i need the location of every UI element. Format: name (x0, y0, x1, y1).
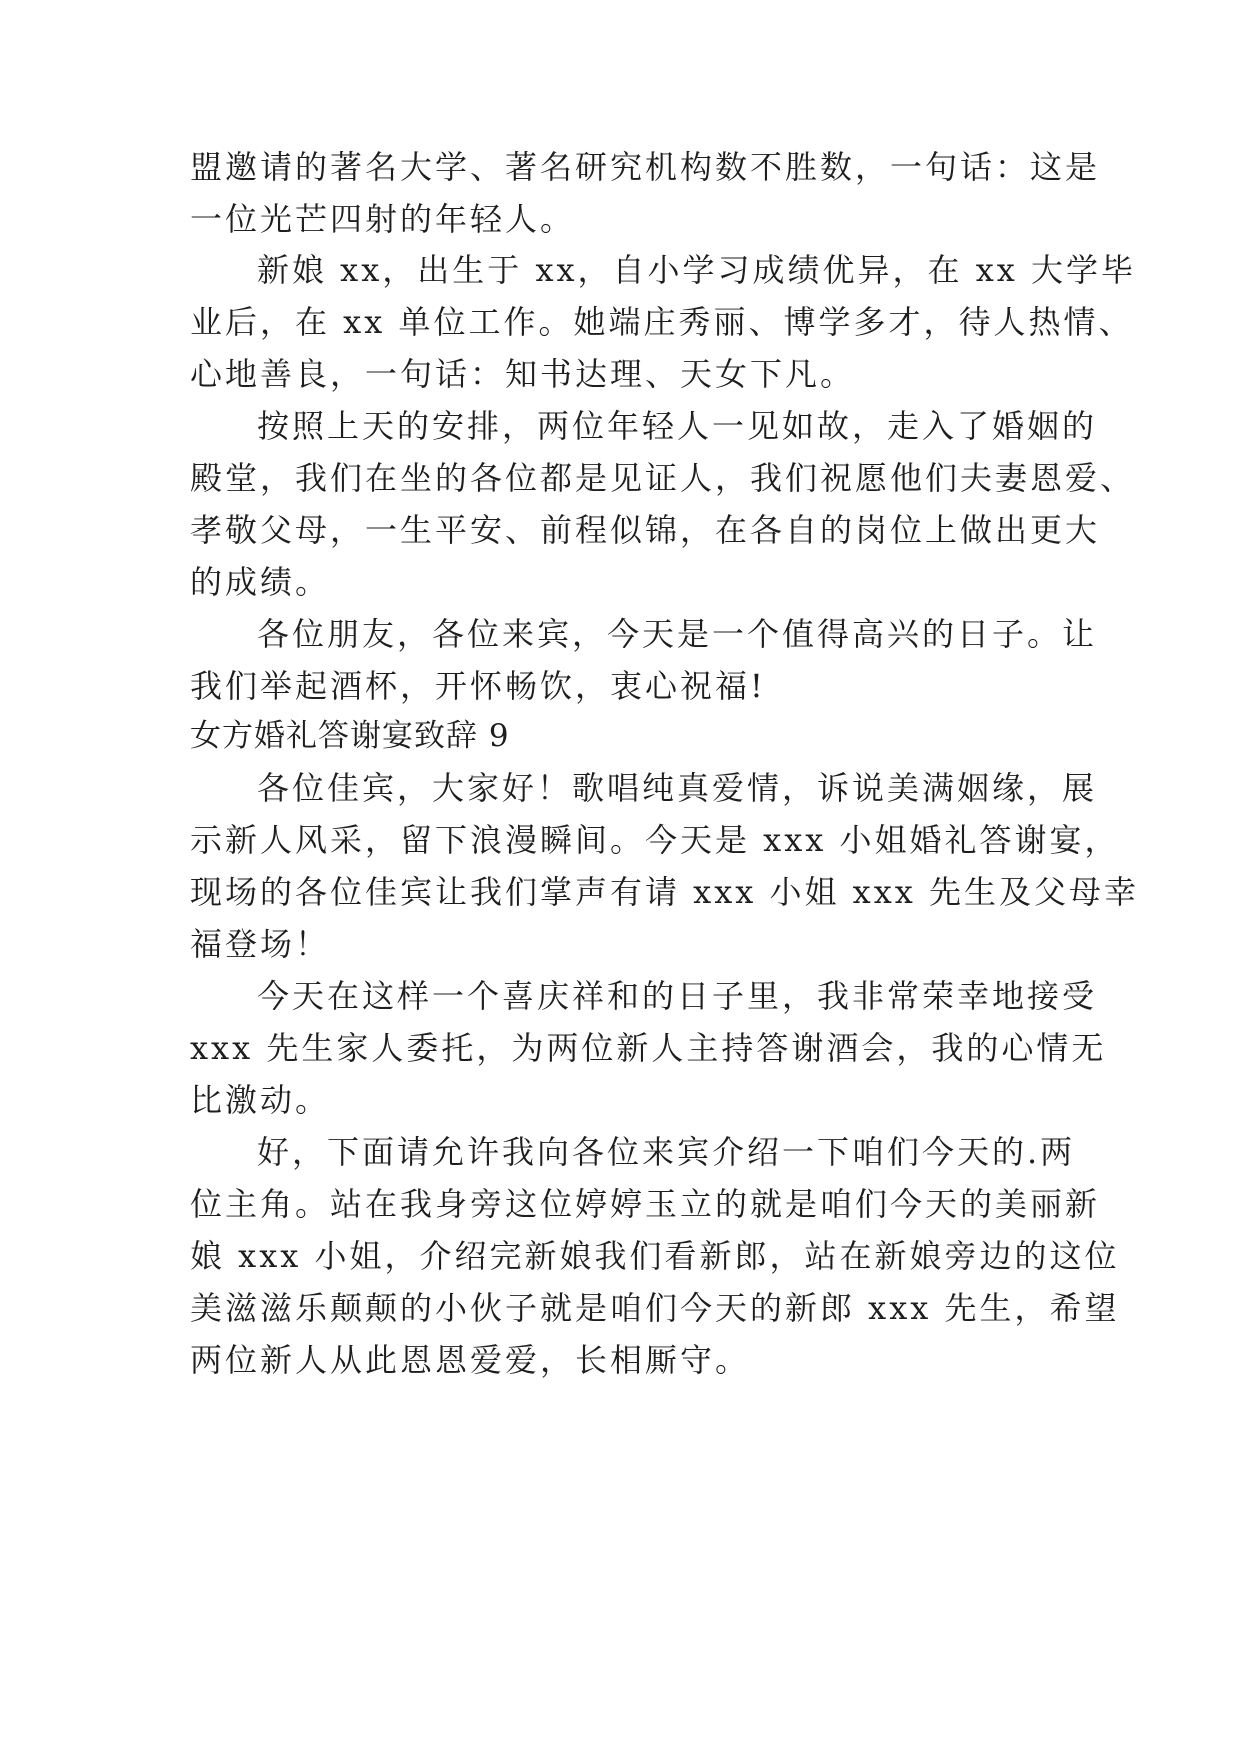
text-line: 业后，在 xx 单位工作。她端庄秀丽、博学多才，待人热情、 (190, 303, 1134, 341)
text-line: 娘 xxx 小姐，介绍完新娘我们看新郎，站在新娘旁边的这位 (190, 1237, 1120, 1275)
paragraph-first-line: 好，下面请允许我向各位来宾介绍一下咱们今天的.两 (257, 1133, 1076, 1171)
text-line: 殿堂，我们在坐的各位都是见证人，我们祝愿他们夫妻恩爱、 (190, 459, 1136, 497)
text-line: 心地善良，一句话：知书达理、天女下凡。 (190, 355, 856, 393)
text-line: 福登场！ (190, 925, 331, 963)
paragraph-first-line: 各位佳宾，大家好！歌唱纯真爱情，诉说美满姻缘，展 (257, 769, 1098, 807)
text-line: 的成绩。 (190, 563, 331, 601)
section-heading: 女方婚礼答谢宴致辞 9 (190, 718, 510, 754)
text-line: 盟邀请的著名大学、著名研究机构数不胜数，一句话：这是 (190, 148, 1101, 186)
paragraph-first-line: 各位朋友，各位来宾，今天是一个值得高兴的日子。让 (257, 615, 1098, 653)
text-line: 我们举起酒杯，开怀畅饮，衷心祝福! (190, 667, 766, 705)
text-line: 位主角。站在我身旁这位婷婷玉立的就是咱们今天的美丽新 (190, 1185, 1101, 1223)
paragraph-first-line: 按照上天的安排，两位年轻人一见如故，走入了婚姻的 (257, 407, 1098, 445)
text-line: xxx 先生家人委托，为两位新人主持答谢酒会，我的心情无 (190, 1029, 1107, 1067)
text-line: 美滋滋乐颠颠的小伙子就是咱们今天的新郎 xxx 先生，希望 (190, 1289, 1120, 1327)
text-line: 两位新人从此恩恩爱爱，长相厮守。 (190, 1341, 751, 1379)
text-line: 示新人风采，留下浪漫瞬间。今天是 xxx 小姐婚礼答谢宴， (190, 821, 1120, 859)
text-line: 一位光芒四射的年轻人。 (190, 200, 576, 238)
paragraph-first-line: 新娘 xx，出生于 xx，自小学习成绩优异，在 xx 大学毕 (257, 251, 1136, 289)
paragraph-first-line: 今天在这样一个喜庆祥和的日子里，我非常荣幸地接受 (257, 977, 1098, 1015)
text-line: 比激动。 (190, 1081, 331, 1119)
text-line: 孝敬父母，一生平安、前程似锦，在各自的岗位上做出更大 (190, 511, 1101, 549)
text-line: 现场的各位佳宾让我们掌声有请 xxx 小姐 xxx 先生及父母幸 (190, 873, 1139, 911)
